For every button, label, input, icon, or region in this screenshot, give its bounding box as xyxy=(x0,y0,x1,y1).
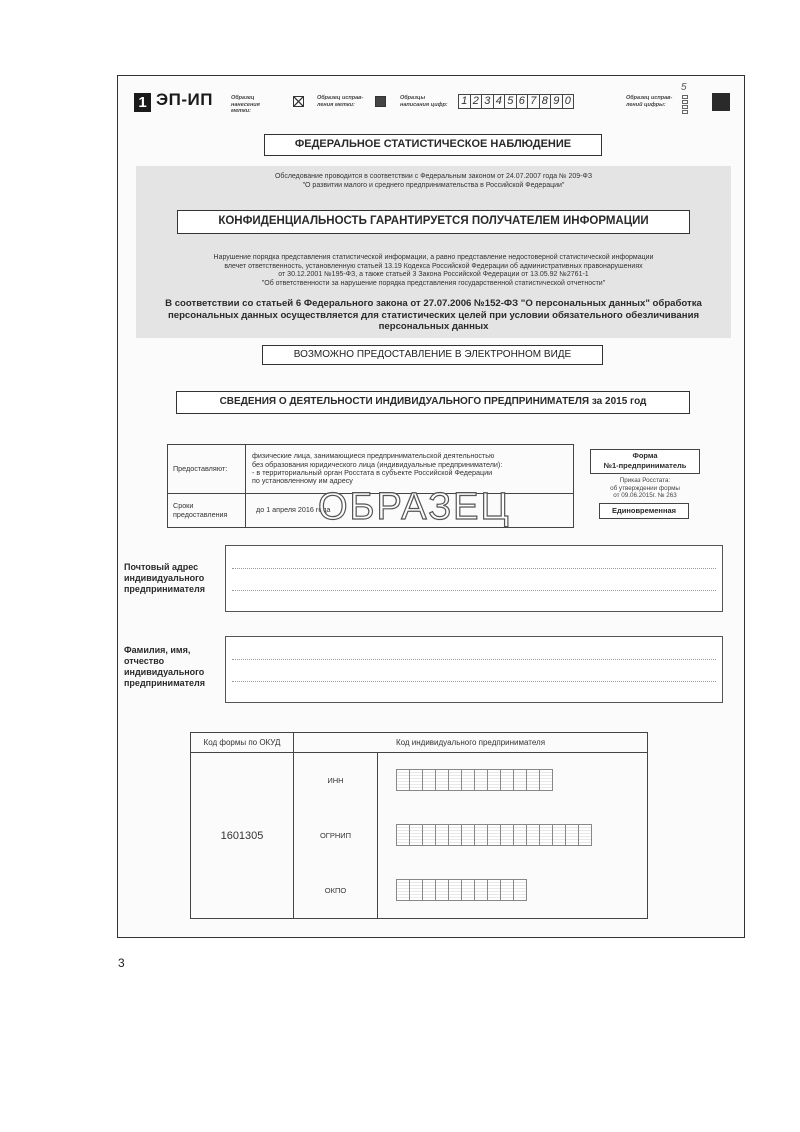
code-digit-cell[interactable] xyxy=(435,769,449,791)
inn-label: ИНН xyxy=(327,776,344,785)
code-digit-cell[interactable] xyxy=(474,769,488,791)
liability-notice: Нарушение порядка представления статистической информации, а равно представление недостоверной статистической информации влечет ответственность, установленную статьей 13.19 Кодекса Российской Федерации об административных правонарушениях от 30.12.2001 №195-ФЗ, а также статьей 3 Закона Российской Федерации от 13.05.92 №2761-1 "Об ответственности за нарушение порядка представления государственной статистической отчетности" xyxy=(213,254,654,287)
code-digit-cell[interactable] xyxy=(565,824,579,846)
code-digit-cell[interactable] xyxy=(513,879,527,901)
name-label: Фамилия, имя, отчество индивидуального предпринимателя xyxy=(124,645,206,688)
code-digit-cell[interactable] xyxy=(474,879,488,901)
code-digit-cell[interactable] xyxy=(552,824,566,846)
sample-digit: 1 xyxy=(458,94,471,109)
code-digit-cell[interactable] xyxy=(461,879,475,901)
digit-fix-icon xyxy=(682,95,688,115)
corner-marker xyxy=(712,93,730,111)
code-labels xyxy=(294,753,378,919)
code-digit-cell[interactable] xyxy=(513,824,527,846)
code-digit-cell[interactable] xyxy=(396,824,410,846)
code-digit-cell[interactable] xyxy=(513,769,527,791)
okud-header: Код формы по ОКУД xyxy=(191,733,294,753)
code-digit-cell[interactable] xyxy=(526,769,540,791)
code-digit-cell[interactable] xyxy=(487,879,501,901)
sample-digit: 9 xyxy=(550,94,563,109)
digit-correction-label: Образец исправ- лений цифры: xyxy=(626,95,673,108)
code-digit-cell[interactable] xyxy=(448,769,462,791)
code-digit-cell[interactable] xyxy=(435,879,449,901)
federal-observation-title: ФЕДЕРАЛЬНОЕ СТАТИСТИЧЕСКОЕ НАБЛЮДЕНИЕ xyxy=(264,134,602,156)
code-digit-cell[interactable] xyxy=(578,824,592,846)
submitter-label: Предоставляют: xyxy=(168,445,246,494)
code-digit-cell[interactable] xyxy=(409,879,423,901)
code-digit-cell[interactable] xyxy=(396,879,410,901)
legal-notice: Обследование проводится в соответствии с Федеральным законом от 24.07.2007 года № 209-ФЗ "О развитии малого и среднего предпринимательства в Российской Федерации" xyxy=(274,173,593,189)
code-digit-cell[interactable] xyxy=(396,769,410,791)
code-digit-cell[interactable] xyxy=(448,824,462,846)
cross-mark-icon xyxy=(293,96,304,107)
code-digit-cell[interactable] xyxy=(422,879,436,901)
code-digit-cell[interactable] xyxy=(487,824,501,846)
code-digit-cell[interactable] xyxy=(448,879,462,901)
mark-sample-label: Образец нанесения метки: xyxy=(231,95,260,114)
code-digit-cell[interactable] xyxy=(422,769,436,791)
personal-data-notice: В соответствии со статьей 6 Федерального закона от 27.07.2006 №152-ФЗ "О персональных данных" обработка персональных данных осуществляется для статистических целей при условии обязательного обезличивания персональных данных xyxy=(165,298,702,332)
code-digit-cell[interactable] xyxy=(500,879,514,901)
code-digit-cell[interactable] xyxy=(474,824,488,846)
ogrnip-label: ОГРНИП xyxy=(319,831,352,840)
sample-digit: 3 xyxy=(481,94,494,109)
code-digit-cell[interactable] xyxy=(461,769,475,791)
notice-block xyxy=(136,166,731,338)
filled-mark-icon xyxy=(375,96,386,107)
code-digit-cell[interactable] xyxy=(409,769,423,791)
frequency-badge: Единовременная xyxy=(599,503,689,519)
okud-value: 1601305 xyxy=(191,753,294,919)
deadline-text: до 1 апреля 2016 года xyxy=(246,494,574,528)
okpo-input-cells[interactable] xyxy=(396,879,647,901)
confidentiality-title: КОНФИДЕНЦИАЛЬНОСТЬ ГАРАНТИРУЕТСЯ ПОЛУЧАТЕЛЕМ ИНФОРМАЦИИ xyxy=(177,210,690,234)
ogrnip-input-cells[interactable] xyxy=(396,824,647,846)
sample-digit: 0 xyxy=(562,94,575,109)
sample-watermark: ОБРАЗЕЦ xyxy=(318,486,511,528)
form-name-box: Форма №1-предприниматель xyxy=(590,449,700,474)
form-number-badge: 1 xyxy=(134,93,151,112)
sample-digits xyxy=(458,94,573,109)
page-number: 3 xyxy=(118,956,125,970)
entrepreneur-code-header: Код индивидуального предпринимателя xyxy=(294,733,648,753)
sample-digit: 5 xyxy=(504,94,517,109)
submitter-text: физические лица, занимающиеся предпринимательской деятельностью без образования юридического лица (индивидуальные предприниматели): - в территориальный орган Росстата в субъекте Российской Федерации по установленному им адресу xyxy=(246,445,574,494)
digit-samples-label: Образцы написания цифр: xyxy=(400,95,448,108)
sample-digit: 7 xyxy=(527,94,540,109)
code-digit-cell[interactable] xyxy=(487,769,501,791)
full-name-field[interactable] xyxy=(225,636,723,703)
address-field[interactable] xyxy=(225,545,723,612)
code-digit-cell[interactable] xyxy=(539,824,553,846)
deadline-label: Сроки предоставления xyxy=(168,494,246,528)
code-digit-cell[interactable] xyxy=(526,824,540,846)
code-digit-cell[interactable] xyxy=(539,769,553,791)
electronic-submission-title: ВОЗМОЖНО ПРЕДОСТАВЛЕНИЕ В ЭЛЕКТРОННОМ ВИДЕ xyxy=(262,345,603,365)
code-digit-cell[interactable] xyxy=(435,824,449,846)
address-label: Почтовый адрес индивидуального предпринимателя xyxy=(124,562,206,594)
form-sheet xyxy=(117,75,745,938)
sample-digit: 6 xyxy=(516,94,529,109)
code-digit-cell[interactable] xyxy=(500,769,514,791)
code-digit-cell[interactable] xyxy=(500,824,514,846)
code-digit-cell[interactable] xyxy=(422,824,436,846)
order-info: Приказ Росстата: об утверждении формы от 09.06.2015г. № 263 xyxy=(610,477,680,499)
report-title: СВЕДЕНИЯ О ДЕЯТЕЛЬНОСТИ ИНДИВИДУАЛЬНОГО ПРЕДПРИНИМАТЕЛЯ за 2015 год xyxy=(176,391,690,414)
sample-digit: 8 xyxy=(539,94,552,109)
code-cells xyxy=(378,753,648,919)
fix-digit-sample: 5 xyxy=(681,82,687,93)
sample-digit: 4 xyxy=(493,94,506,109)
inn-input-cells[interactable] xyxy=(396,769,647,791)
okpo-label: ОКПО xyxy=(324,886,347,895)
sample-digit: 2 xyxy=(470,94,483,109)
codes-table xyxy=(190,732,648,919)
form-code: ЭП-ИП xyxy=(156,90,213,109)
code-digit-cell[interactable] xyxy=(461,824,475,846)
code-digit-cell[interactable] xyxy=(409,824,423,846)
correction-mark-label: Образец исправ- ления метки: xyxy=(317,95,364,108)
